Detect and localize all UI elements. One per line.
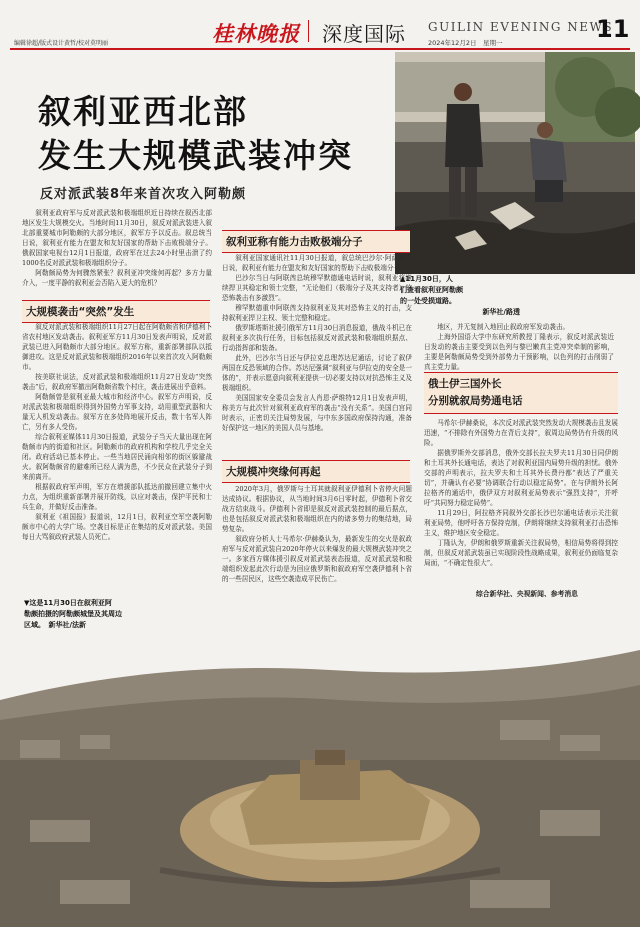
newspaper-logo: 桂林晚报 (212, 21, 300, 46)
paragraph: 综合叙利亚媒体11月30日报道，武装分子当天大量出现在阿勒颇市内的街道和社区。阿勒颇市的政府机构和学校几乎完全关闭。政府活动已基本停止。一些当地居民涌向相邻的街区躲避战火。叙阿勒颇省的避难所已经人满为患，不少民众在武装分子到来前离开。 (22, 433, 212, 481)
header-rule (10, 48, 630, 50)
paragraph: 俄罗斯塔斯社援引俄军方11月30日消息报道，俄战斗机已在叙利亚多次执行任务，目标包括叙反对派武装和极端组织据点、行动指挥部和装备。 (222, 324, 412, 352)
paragraph: 巴沙尔当日与阿联酋总统穆罕默德通电话时说，叙利亚将继续捍卫其稳定和领土完整，“无论他们（极端分子及其支持者）的恐怖袭击有多激烈”。 (222, 274, 412, 302)
section-heading-three-ministers (424, 372, 618, 414)
paragraph: 阿勒颇局势为何骤然紧张？叙利亚冲突缘何再起？多方力量介入，一度平静的叙利亚会否陷入更大的危机？ (22, 269, 212, 287)
section-body-surprise-attack (22, 322, 212, 584)
paragraph: 叙利亚国家通讯社11月30日报道，叙总统巴沙尔·阿萨德当日说，叙利亚有能力在盟友和友好国家的帮助下击败极端分子。 (222, 254, 412, 272)
caption-line: 们查看叙利亚阿勒颇 (400, 286, 463, 294)
section-heading-line: 俄土伊三国外长 (428, 378, 502, 390)
source-credit: 综合新华社、央视新闻、参考消息 (476, 590, 578, 598)
section-heading-why-conflict: 大规模冲突缘何再起 (222, 460, 410, 483)
caption-line: ▲11月30日，人 (400, 275, 453, 283)
intro-text (22, 208, 212, 293)
paragraph: 马希尔·伊赫桑说，本次反对派武装突然发动大规模袭击且发展迅速，“不排除有外国势力在背后支持”，叙周边局势仍有升级的风险。 (424, 419, 618, 447)
section-body-defeat-extremists (222, 253, 412, 463)
section-heading-defeat-extremists: 叙利亚称有能力击败极端分子 (222, 230, 410, 253)
paragraph: 叙政府分析人士马希尔·伊赫桑认为，最新发生的交火是叙政府军与反对派武装自2020年停火以来爆发的最大规模武装冲突之一。多家西方媒体援引叙反对派武装表态报道，反对派武装和极端组织发起此次行动是为回应俄罗斯和叙政府军空袭伊德利卜省的一些居民区，这些空袭造成平民伤亡。 (222, 535, 412, 583)
top-photo-caption (400, 274, 520, 318)
subheadline: 反对派武装8年来首次攻入阿勒颇 (40, 187, 247, 202)
issue-date: 2024年12月2日 星期一 (428, 39, 503, 47)
paragraph: 穆罕默德重申阿联酋支持叙利亚及其对恐怖主义的打击，支持叙利亚捍卫主权、领土完整和稳定。 (222, 304, 412, 322)
paragraph: 美国国家安全委员会发言人肖恩·萨维特12月1日发表声明，称美方与此次针对叙利亚政府军的袭击“没有关系”。美国白宫同时表示，正密切关注局势发展，与中东多国政府保持沟通，准备好保护这一地区的美国人员与基地。 (222, 394, 412, 432)
headline-line-2: 发生大规模武装冲突 (38, 136, 353, 175)
section-heading-surprise-attack: 大规模袭击“突然”发生 (22, 300, 210, 323)
continued-text (424, 322, 614, 371)
paragraph: 上海外国语大学中东研究所教授丁隆表示，叙反对派武装近日发动的袭击主要受到以色列与黎巴嫩真主党冲突牵制的影响，主要是阿勒颇局势受到外部势力干预影响，以色列的打击削弱了真主党力量。 (424, 333, 614, 371)
section-title: 深度国际 (322, 22, 406, 46)
paragraph: 按美联社说法，反对派武装和极端组织11月27日发动“突然袭击”后，叙政府军撤出阿勒颇省数个村庄，袭击进展出乎意料。 (22, 373, 212, 391)
header-divider (308, 20, 309, 42)
caption-line: 勒颇拍摄的阿勒颇城堡及其周边 (24, 610, 122, 618)
caption-line: 的一处受损道路。 (400, 297, 456, 305)
damaged-road-photo (395, 52, 635, 274)
paragraph: 根据叙政府军声明，军方在增援部队抵达前撤回建立集中火力点，为组织重新部署并展开防线，以应对袭击，保护平民和士兵生命，并做好反击准备。 (22, 483, 212, 511)
editor-credit: 编辑徐超/版式设计黄哲/校对莫明丽 (14, 40, 109, 47)
paragraph: 叙反对派武装和极端组织11月27日起在阿勒颇省和伊德利卜省农村地区发动袭击。叙利亚军方11月30日发表声明说，反对派武装已进入阿勒颇市大部分地区。叙军方称，重新部署部队以抵御进攻。这是反对派武装和极端组织2016年以来首次攻入阿勒颇市。 (22, 323, 212, 371)
paragraph: 据俄罗斯外交部消息，俄外交部长拉夫罗夫11月30日同伊朗和土耳其外长通电话，表达了对叙利亚国内局势升级的担忧。俄外交部的声明表示，拉夫罗夫和土耳其外长费丹都“表达了严重关切”，并确认有必要“协调联合行动以稳定局势”。在与伊朗外长阿拉格齐的通话中，俄伊双方对叙利亚局势表示“强烈支持”，并呼吁“共同努力稳定局势”。 (424, 449, 618, 507)
citadel-photo (0, 640, 640, 927)
paragraph: 11月29日，阿拉格齐同叙外交部长沙巴尔通电话表示关注叙利亚局势，他呼吁各方保持克制，伊朗将继续支持叙利亚打击恐怖主义，维护地区安全稳定。 (424, 509, 618, 537)
paragraph: 叙利亚政府军与反对派武装和极端组织近日持续在叙西北部地区发生大规模交火。当地时间11月30日，叙反对派武装进入叙北部重要城市阿勒颇的大部分地区，叙军方予以反击。叙总统当日说，叙利亚有能力在盟友和友好国家的帮助下击败极端分子。俄叙国家电视台12月1日报道，政府军在过去24小时里击溃了约1000名反对派武装和极端组织分子。 (22, 209, 212, 267)
citadel-photo-caption (24, 598, 214, 631)
paragraph: 地区，并无复制入地回止叙政府军发动袭击。 (437, 323, 570, 331)
caption-line: ▼这是11月30日在叙利亚阿 (24, 599, 112, 607)
top-photo (395, 52, 635, 274)
paragraph: 叙利亚《祖国报》报道说，12月1日，叙利亚空军空袭阿勒颇市中心的大学广场。空袭目标是正在集结的反对派武装。美国每日大骂叙政府武装人员死亡。 (22, 513, 212, 541)
section-body-why-conflict (222, 484, 412, 624)
english-masthead: GUILIN EVENING NEWS (428, 20, 614, 34)
paragraph: 丁隆认为，伊朗和俄罗斯重新关注叙局势，相信局势将得到控制，但叙反对派武装虽已实现阶段性战略成果，叙利亚仍面临复杂局面，“不确定性很大”。 (424, 539, 618, 567)
paragraph: 此外，巴沙尔当日还与伊拉克总理苏达尼通话，讨论了叙伊两国在反恐领域的合作。苏达尼强调“叙利亚与伊拉克的安全是一体的”，并表示愿意向叙利亚提供一切必要支持以对抗恐怖主义及极端组织。 (222, 354, 412, 392)
headline-line-1: 叙利亚西北部 (38, 92, 248, 131)
aleppo-citadel-aerial-photo (0, 640, 640, 927)
caption-line: 区域。 新华社/法新 (24, 621, 87, 629)
section-heading-line: 分别就叙局势通电话 (428, 395, 523, 407)
paragraph: 阿勒颇曾是叙利亚最大城市和经济中心。叙军方声明说，反对派武装和极端组织得到外国势力军事支持，动用重型武器和大量无人机发动袭击。叙军方在多处阵地展开反击，数十名军人阵亡，另有多人受伤。 (22, 393, 212, 431)
caption-line: 新华社/路透 (482, 308, 520, 316)
paragraph: 2020年3月，俄罗斯与土耳其就叙利亚伊德利卜省停火问题达成协议。根据协议，从当地时间3月6日零时起，伊德利卜省交战方结束战斗。伊德利卜省即是叙反对派武装控制的最后据点，也是包括叙反对派武装和极端组织在内的诸多势力的集结地，局势复杂。 (222, 485, 412, 533)
section-body-three-ministers (424, 418, 618, 583)
page-number: 11 (596, 15, 630, 43)
